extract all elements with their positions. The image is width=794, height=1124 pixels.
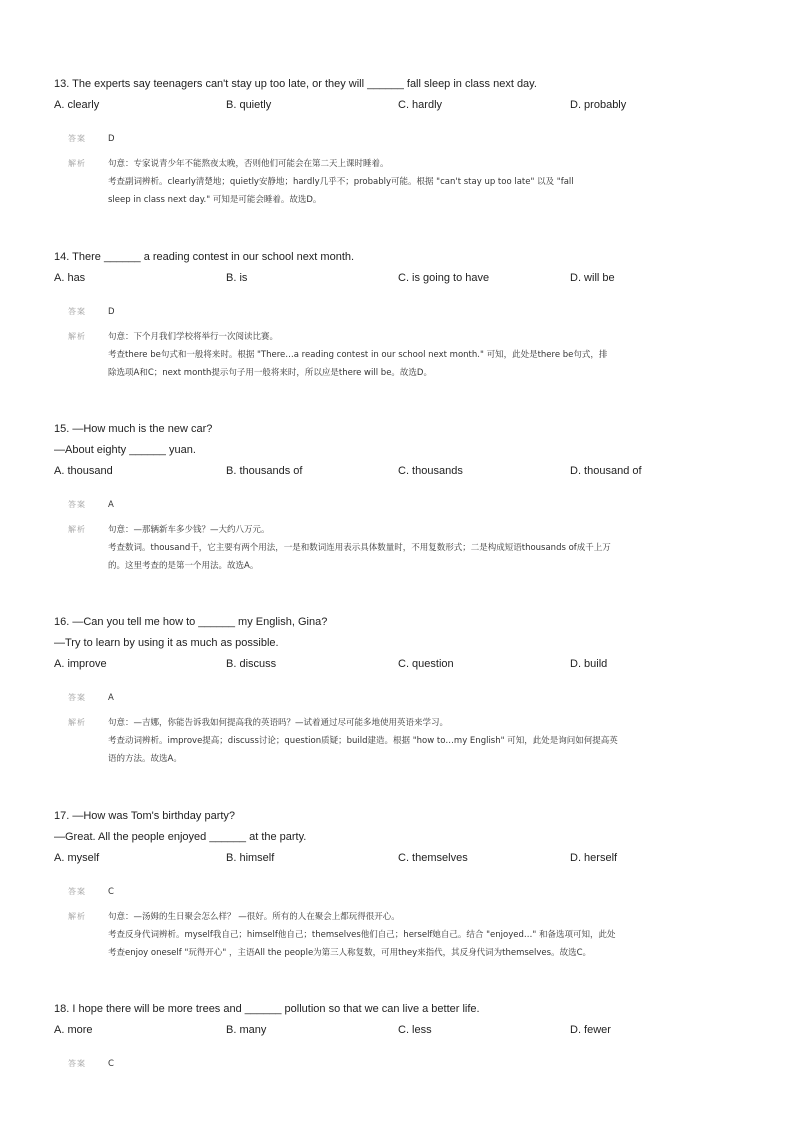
analysis-line: sleep in class next day." 可知是可能会睡着。故选D。 bbox=[108, 195, 322, 205]
analysis-label: 解析 bbox=[68, 912, 86, 921]
option-a: A. clearly bbox=[54, 99, 100, 111]
question-stem: 13. The experts say teenagers can't stay up too late, or they will ______ fall sleep in class next day. bbox=[54, 78, 537, 90]
analysis-row bbox=[54, 714, 754, 768]
answer-value: C bbox=[108, 887, 114, 897]
analysis-line: 考查副词辨析。clearly清楚地；quietly安静地；hardly几乎不；probably可能。根据 "can't stay up too late" 以及 "fall bbox=[108, 177, 574, 187]
option-b: B. many bbox=[226, 1024, 267, 1036]
analysis-label: 解析 bbox=[68, 718, 86, 727]
option-c: C. less bbox=[398, 1024, 432, 1036]
option-d: D. build bbox=[570, 658, 608, 670]
question-16 bbox=[54, 612, 754, 768]
option-c: C. thousands bbox=[398, 465, 463, 477]
option-b: B. himself bbox=[226, 852, 275, 864]
option-d: D. thousand of bbox=[570, 465, 642, 477]
question-stem: 15. —How much is the new car? bbox=[54, 423, 213, 435]
option-b: B. is bbox=[226, 272, 248, 284]
option-a: A. thousand bbox=[54, 465, 113, 477]
option-b: B. quietly bbox=[226, 99, 272, 111]
option-c: C. is going to have bbox=[398, 272, 490, 284]
question-14 bbox=[54, 247, 754, 382]
option-a: A. has bbox=[54, 272, 86, 284]
question-stem: 14. There ______ a reading contest in our school next month. bbox=[54, 251, 355, 263]
question-stem: 16. —Can you tell me how to ______ my English, Gina? bbox=[54, 616, 328, 628]
question-15 bbox=[54, 419, 754, 575]
analysis-line: 考查there be句式和一般将来时。根据 "There…a reading contest in our school next month." 可知，此处是there be句式，排 bbox=[108, 350, 608, 360]
analysis-label: 解析 bbox=[68, 159, 86, 168]
analysis-row bbox=[54, 155, 754, 209]
option-a: A. myself bbox=[54, 852, 100, 864]
options-row bbox=[54, 1020, 754, 1041]
analysis-label: 解析 bbox=[68, 525, 86, 534]
question-stem: 17. —How was Tom's birthday party? bbox=[54, 810, 236, 822]
option-c: C. themselves bbox=[398, 852, 468, 864]
analysis-line: 句意：—汤姆的生日聚会怎么样？ —很好。所有的人在聚会上都玩得很开心。 bbox=[108, 912, 400, 922]
answer-row bbox=[54, 1055, 754, 1073]
analysis-line: 句意：—吉娜，你能告诉我如何提高我的英语吗？—试着通过尽可能多地使用英语来学习。 bbox=[108, 718, 449, 728]
question-13 bbox=[54, 74, 754, 209]
answer-value: D bbox=[108, 307, 115, 317]
analysis-line: 的。这里考查的是第一个用法。故选A。 bbox=[108, 561, 259, 571]
analysis-line: 考查enjoy oneself "玩得开心" ，主语All the people为第三人称复数，可用they来指代，其反身代词为themselves。故选C。 bbox=[108, 948, 592, 958]
analysis-line: 语的方法。故选A。 bbox=[108, 754, 182, 764]
answer-value: A bbox=[108, 500, 114, 510]
question-18 bbox=[54, 999, 754, 1073]
analysis-row bbox=[54, 328, 754, 382]
option-a: A. improve bbox=[54, 658, 107, 670]
option-d: D. probably bbox=[570, 99, 627, 111]
analysis-line: 句意：—那辆新车多少钱？—大约八万元。 bbox=[108, 525, 270, 535]
answer-label: 答案 bbox=[68, 693, 86, 702]
answer-label: 答案 bbox=[68, 1059, 86, 1068]
options-row bbox=[54, 268, 754, 289]
answer-value: D bbox=[108, 134, 115, 144]
analysis-line: 考查反身代词辨析。myself我自己；himself他自己；themselves他们自己；herself她自己。结合 "enjoyed…" 和备选项可知，此处 bbox=[108, 930, 616, 940]
analysis-text bbox=[108, 155, 720, 209]
analysis-line: 考查数词。thousand千，它主要有两个用法，一是和数词连用表示具体数量时，不用复数形式；二是构成短语thousands of成千上万 bbox=[108, 543, 611, 553]
question-stem-reply: —About eighty ______ yuan. bbox=[54, 444, 196, 456]
option-d: D. will be bbox=[570, 272, 615, 284]
answer-value: A bbox=[108, 693, 114, 703]
analysis-text bbox=[108, 908, 720, 962]
analysis-row bbox=[54, 521, 754, 575]
analysis-line: 句意：专家说青少年不能熬夜太晚，否则他们可能会在第二天上课时睡着。 bbox=[108, 159, 389, 169]
analysis-row bbox=[54, 908, 754, 962]
question-stem: 18. I hope there will be more trees and ______ pollution so that we can live a better life. bbox=[54, 1003, 480, 1015]
answer-label: 答案 bbox=[68, 134, 86, 143]
analysis-line: 考查动词辨析。improve提高；discuss讨论；question质疑；build建造。根据 "how to…my English" 可知，此处是询问如何提高英 bbox=[108, 736, 618, 746]
analysis-line: 除选项A和C；next month提示句子用一般将来时，所以应是there will be。故选D。 bbox=[108, 368, 432, 378]
question-17 bbox=[54, 806, 754, 962]
option-b: B. thousands of bbox=[226, 465, 303, 477]
options-row bbox=[54, 95, 754, 116]
answer-row bbox=[54, 496, 754, 514]
answer-row bbox=[54, 303, 754, 321]
question-stem-reply: —Great. All the people enjoyed ______ at the party. bbox=[54, 831, 307, 843]
options-row bbox=[54, 848, 754, 869]
option-c: C. hardly bbox=[398, 99, 443, 111]
analysis-text bbox=[108, 521, 720, 575]
answer-row bbox=[54, 130, 754, 148]
options-row bbox=[54, 654, 754, 675]
analysis-line: 句意：下个月我们学校将举行一次阅读比赛。 bbox=[108, 332, 279, 342]
option-c: C. question bbox=[398, 658, 454, 670]
options-row bbox=[54, 461, 754, 482]
answer-label: 答案 bbox=[68, 307, 86, 316]
question-stem-reply: —Try to learn by using it as much as possible. bbox=[54, 637, 279, 649]
analysis-text bbox=[108, 714, 720, 768]
answer-row bbox=[54, 883, 754, 901]
option-a: A. more bbox=[54, 1024, 93, 1036]
answer-value: C bbox=[108, 1059, 114, 1069]
answer-label: 答案 bbox=[68, 887, 86, 896]
option-b: B. discuss bbox=[226, 658, 277, 670]
answer-row bbox=[54, 689, 754, 707]
analysis-text bbox=[108, 328, 720, 382]
answer-label: 答案 bbox=[68, 500, 86, 509]
analysis-label: 解析 bbox=[68, 332, 86, 341]
option-d: D. herself bbox=[570, 852, 618, 864]
option-d: D. fewer bbox=[570, 1024, 611, 1036]
